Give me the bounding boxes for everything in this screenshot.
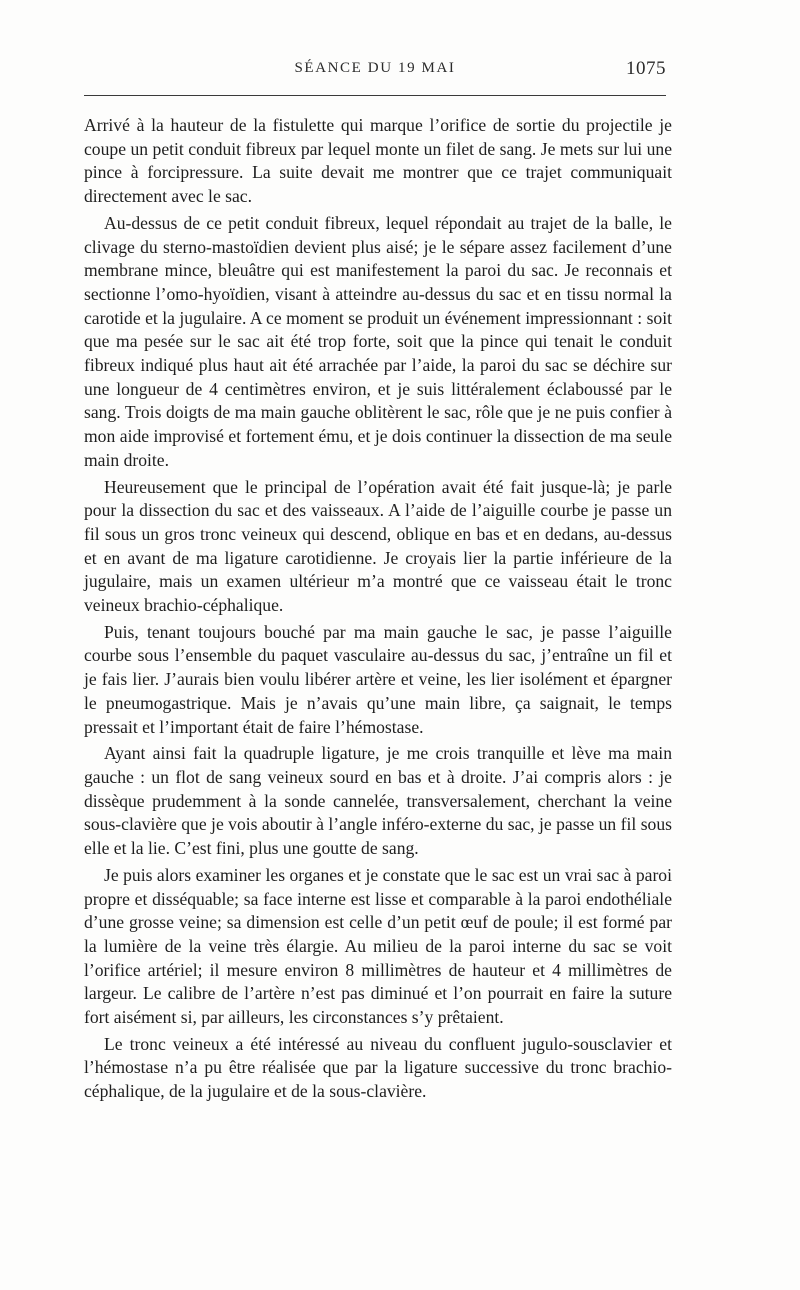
paragraph-1: Arrivé à la hauteur de la fistulette qui marque l’orifice de sortie du projectile je coupe un petit conduit fibreux par lequel monte un filet de sang. Je mets sur lui une pince à forcipressure. La suite devait me montrer que ce trajet communiquait directement avec le sac. [84, 115, 672, 207]
paragraph-4: Puis, tenant toujours bouché par ma main gauche le sac, je passe l’aiguille courbe sous l’ensemble du paquet vasculaire au-dessus du sac, j’entraîne un fil et je fais lier. J’aurais bien voulu libérer artère et veine, les lier isolément et épargner le pneumogastrique. Mais je n’avais qu’une main libre, ça saignait, le temps pressait et l’important était de faire l’hémostase. [84, 621, 672, 737]
page-number: 1075 [626, 58, 666, 79]
paragraph-2: Au-dessus de ce petit conduit fibreux, lequel répondait au trajet de la balle, le clivage du sterno-mastoïdien devient plus aisé; je le sépare assez facilement d’une membrane mince, bleuâtre qui est manifestement la paroi du sac. Je reconnais et sectionne l’omo-hyoïdien, visant à atteindre au-dessus du sac et en tissu normal la carotide et la jugulaire. A ce moment se produit un événement impressionnant : soit que ma pesée sur le sac ait été trop forte, soit que la pince qui tenait le conduit fibreux indiqué plus haut ait été arrachée par l’aide, la paroi du sac se déchire sur une longueur de 4 centimètres environ, et je suis littéralement éclaboussé par le sang. Trois doigts de ma main gauche oblitèrent le sac, rôle que je ne puis confier à mon aide improvisé et fortement ému, et je dois continuer la dissection de ma seule main droite. [84, 212, 672, 470]
running-head [84, 58, 666, 84]
paragraph-3: Heureusement que le principal de l’opération avait été fait jusque-là; je parle pour la dissection du sac et des vaisseaux. A l’aide de l’aiguille courbe je passe un fil sous un gros tronc veineux qui descend, oblique en bas et en dedans, au-dessus et en avant de ma ligature carotidienne. Je croyais lier la partie inférieure de la jugulaire, mais un examen ultérieur m’a montré que ce vaisseau était le tronc veineux brachio-céphalique. [84, 476, 672, 616]
body-text [84, 114, 672, 1107]
paragraph-6: Je puis alors examiner les organes et je constate que le sac est un vrai sac à paroi propre et disséquable; sa face interne est lisse et comparable à la paroi endothéliale d’une grosse veine; sa dimension est celle d’un petit œuf de poule; il est formé par la lumière de la veine très élargie. Au milieu de la paroi interne du sac se voit l’orifice artériel; il mesure environ 8 millimètres de hauteur et 4 millimètres de largeur. Le calibre de l’artère n’est pas diminué et l’on pourrait en faire la suture fort aisément si, par ailleurs, les circonstances s’y prêtaient. [84, 864, 672, 1028]
paragraph-5: Ayant ainsi fait la quadruple ligature, je me crois tranquille et lève ma main gauche : un flot de sang veineux sourd en bas et à droite. J’ai compris alors : je dissèque prudemment à la sonde cannelée, transversalement, cherchant la veine sous-clavière que je vois aboutir à l’angle inféro-externe du sac, je passe un fil sous elle et la lie. C’est fini, plus une goutte de sang. [84, 743, 672, 859]
header-rule [84, 95, 666, 96]
paragraph-7: Le tronc veineux a été intéressé au niveau du confluent jugulo-sousclavier et l’hémostase n’a pu être réalisée que par la ligature successive du tronc brachio-céphalique, de la jugulaire et de la sous-clavière. [84, 1033, 672, 1102]
running-title: SÉANCE DU 19 MAI [294, 60, 456, 76]
